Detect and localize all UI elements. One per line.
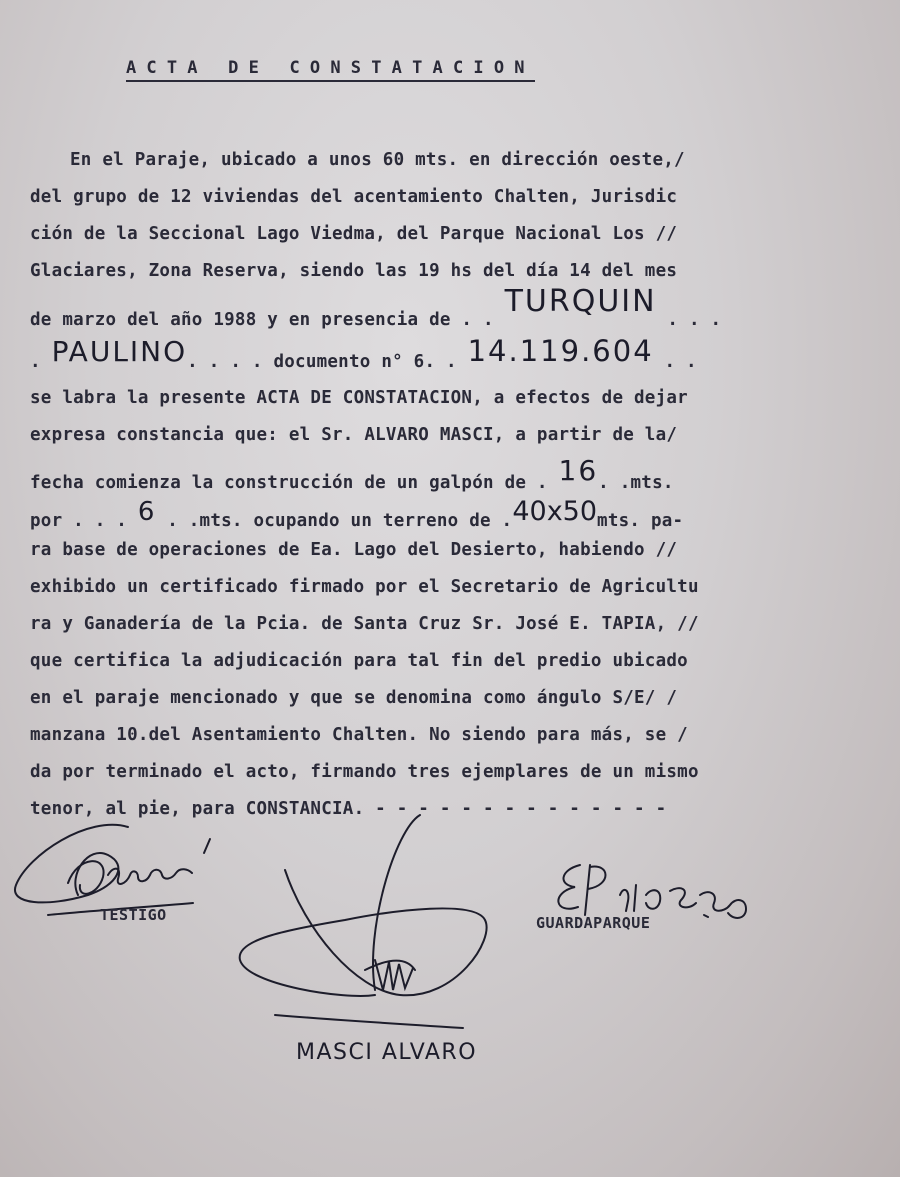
body-line-12: exhibido un certificado firmado por el Secretario de Agricultu bbox=[30, 577, 699, 597]
body-line-3: ción de la Seccional Lago Viedma, del Parque Nacional Los // bbox=[30, 224, 678, 244]
body-line-4: Glaciares, Zona Reserva, siendo las 19 hs del día 14 del mes bbox=[30, 261, 678, 281]
body-line-9 bbox=[30, 454, 674, 495]
body-line-6-dots: . . bbox=[653, 352, 697, 372]
document-title: ACTA DE CONSTATACION bbox=[126, 58, 535, 82]
body-line-5-text: de marzo del año 1988 y en presencia de . . bbox=[30, 310, 505, 330]
body-line-8: expresa constancia que: el Sr. ALVARO MASCI, a partir de la/ bbox=[30, 425, 678, 445]
body-line-10-tail: mts. pa- bbox=[597, 511, 684, 531]
body-line-9-text: fecha comienza la construcción de un galpón de . bbox=[30, 473, 559, 493]
body-line-6-lead: . bbox=[30, 352, 52, 372]
handwritten-width: 16 bbox=[558, 454, 599, 487]
body-line-16: manzana 10.del Asentamiento Chalten. No siendo para más, se / bbox=[30, 725, 688, 745]
body-line-1: En el Paraje, ubicado a unos 60 mts. en dirección oeste,/ bbox=[70, 150, 685, 170]
body-line-14: que certifica la adjudicación para tal fin del predio ubicado bbox=[30, 651, 688, 671]
body-line-7: se labra la presente ACTA DE CONSTATACION, a efectos de dejar bbox=[30, 388, 688, 408]
central-signature bbox=[225, 810, 500, 1040]
handwritten-given-name: PAULINO bbox=[51, 335, 188, 368]
body-line-18: tenor, al pie, para CONSTANCIA. - - - - - - - - - - - - - - bbox=[30, 799, 667, 819]
handwritten-terrain: 40x50 bbox=[512, 496, 598, 527]
body-line-6-text: . . . . documento n° 6. . bbox=[187, 352, 468, 372]
body-line-6 bbox=[30, 334, 697, 374]
body-line-5-dots: . . . bbox=[656, 310, 722, 330]
ranger-label: GUARDAPARQUE bbox=[536, 914, 651, 932]
body-line-2: del grupo de 12 viviendas del acentamiento Chalten, Jurisdic bbox=[30, 187, 678, 207]
handwritten-surname: TURQUIN bbox=[504, 284, 657, 319]
body-line-10-lead: por . . . bbox=[30, 511, 138, 531]
handwritten-length: 6 bbox=[137, 497, 157, 527]
body-line-15: en el paraje mencionado y que se denomina como ángulo S/E/ / bbox=[30, 688, 678, 708]
body-line-10-text: . .mts. ocupando un terreno de . bbox=[156, 511, 513, 531]
body-line-17: da por terminado el acto, firmando tres ejemplares de un mismo bbox=[30, 762, 699, 782]
body-line-10 bbox=[30, 496, 684, 533]
body-line-13: ra y Ganadería de la Pcia. de Santa Cruz Sr. José E. TAPIA, // bbox=[30, 614, 699, 634]
body-line-11: ra base de operaciones de Ea. Lago del Desierto, habiendo // bbox=[30, 540, 678, 560]
handwritten-document-number: 14.119.604 bbox=[467, 334, 654, 368]
body-line-9-tail: . .mts. bbox=[598, 473, 674, 493]
body-line-5 bbox=[30, 284, 722, 333]
signer-name: MASCI ALVARO bbox=[296, 1040, 478, 1065]
witness-label: TESTIGO bbox=[100, 906, 167, 924]
